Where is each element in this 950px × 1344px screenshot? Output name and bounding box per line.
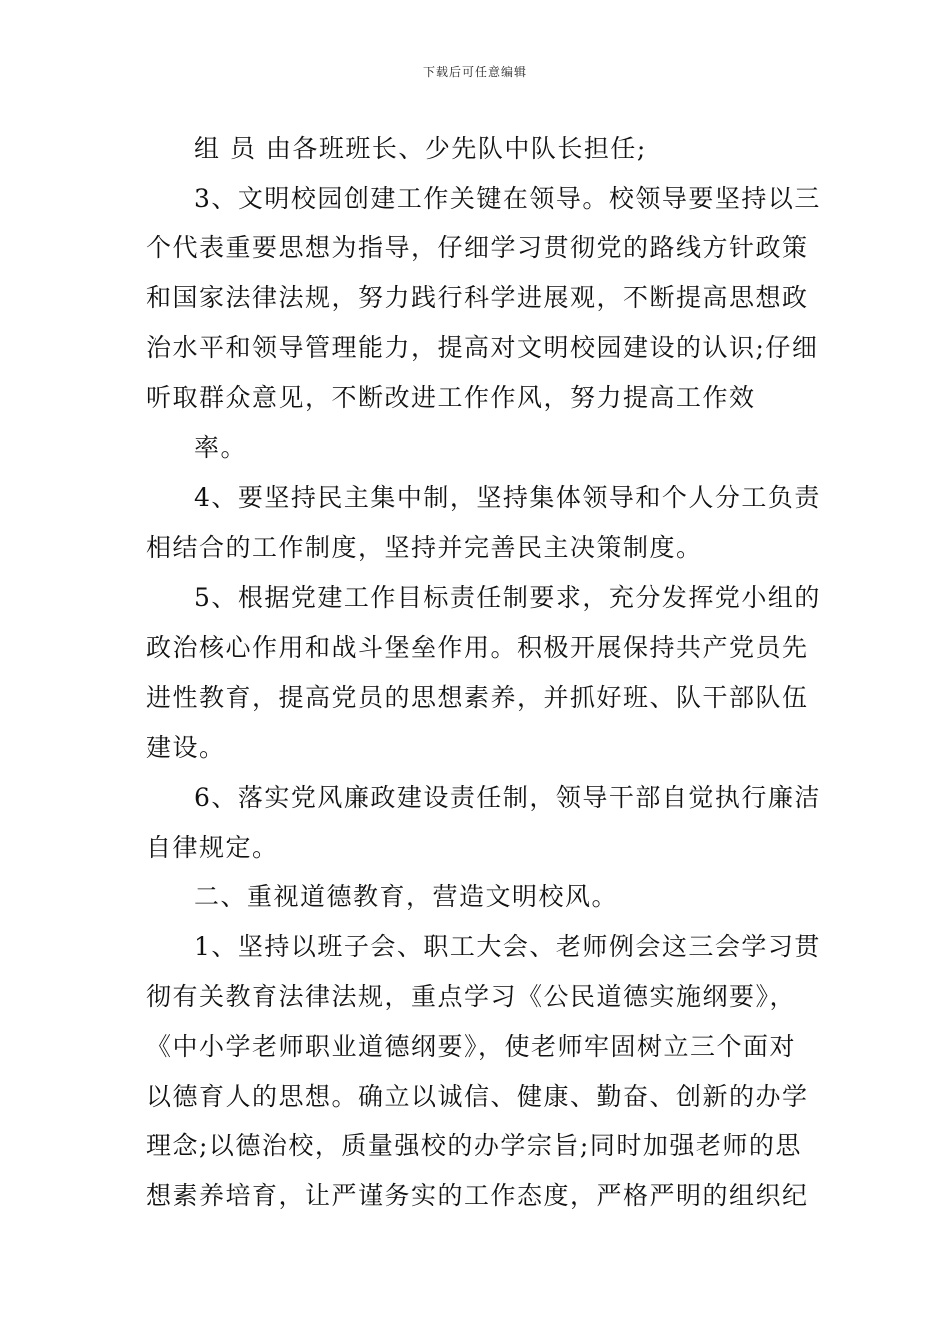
text-line: 个代表重要思想为指导，仔细学习贯彻党的路线方针政策	[146, 233, 809, 262]
text-line: 率。	[194, 433, 248, 462]
text-line: 和国家法律法规，努力践行科学进展观，不断提高思想政	[146, 283, 809, 312]
text-line: 3、文明校园创建工作关键在领导。校领导要坚持以三	[194, 184, 821, 213]
text-line: 想素养培育，让严谨务实的工作态度，严格严明的组织纪	[146, 1181, 809, 1210]
page-header: 下载后可任意编辑	[422, 65, 527, 79]
text-line: 理念;以德治校，质量强校的办学宗旨;同时加强老师的思	[146, 1131, 802, 1160]
text-line: 《中小学老师职业道德纲要》，使老师牢固树立三个面对	[146, 1032, 797, 1061]
text-line: 组 员 由各班班长、少先队中队长担任;	[194, 134, 647, 163]
text-line: 相结合的工作制度，坚持并完善民主决策制度。	[146, 533, 703, 562]
text-line: 自律规定。	[146, 833, 279, 862]
text-line: 6、落实党风廉政建设责任制，领导干部自觉执行廉洁	[194, 783, 821, 812]
text-line: 5、根据党建工作目标责任制要求，充分发挥党小组的	[194, 583, 821, 612]
text-line: 彻有关教育法律法规，重点学习《公民道德实施纲要》，	[146, 982, 797, 1011]
text-line: 听取群众意见，不断改进工作作风，努力提高工作效	[146, 383, 756, 412]
text-line: 政治核心作用和战斗堡垒作用。积极开展保持共产党员先	[146, 633, 809, 662]
text-line: 二、重视道德教育，营造文明校风。	[194, 882, 619, 911]
text-line: 建设。	[146, 733, 226, 762]
text-line: 以德育人的思想。确立以诚信、健康、勤奋、创新的办学	[146, 1082, 809, 1111]
text-line: 1、坚持以班子会、职工大会、老师例会这三会学习贯	[194, 932, 821, 961]
text-line: 治水平和领导管理能力，提高对文明校园建设的认识;仔细	[146, 333, 819, 362]
text-line: 4、要坚持民主集中制，坚持集体领导和个人分工负责	[194, 483, 821, 512]
text-line: 进性教育，提高党员的思想素养，并抓好班、队干部队伍	[146, 683, 809, 712]
